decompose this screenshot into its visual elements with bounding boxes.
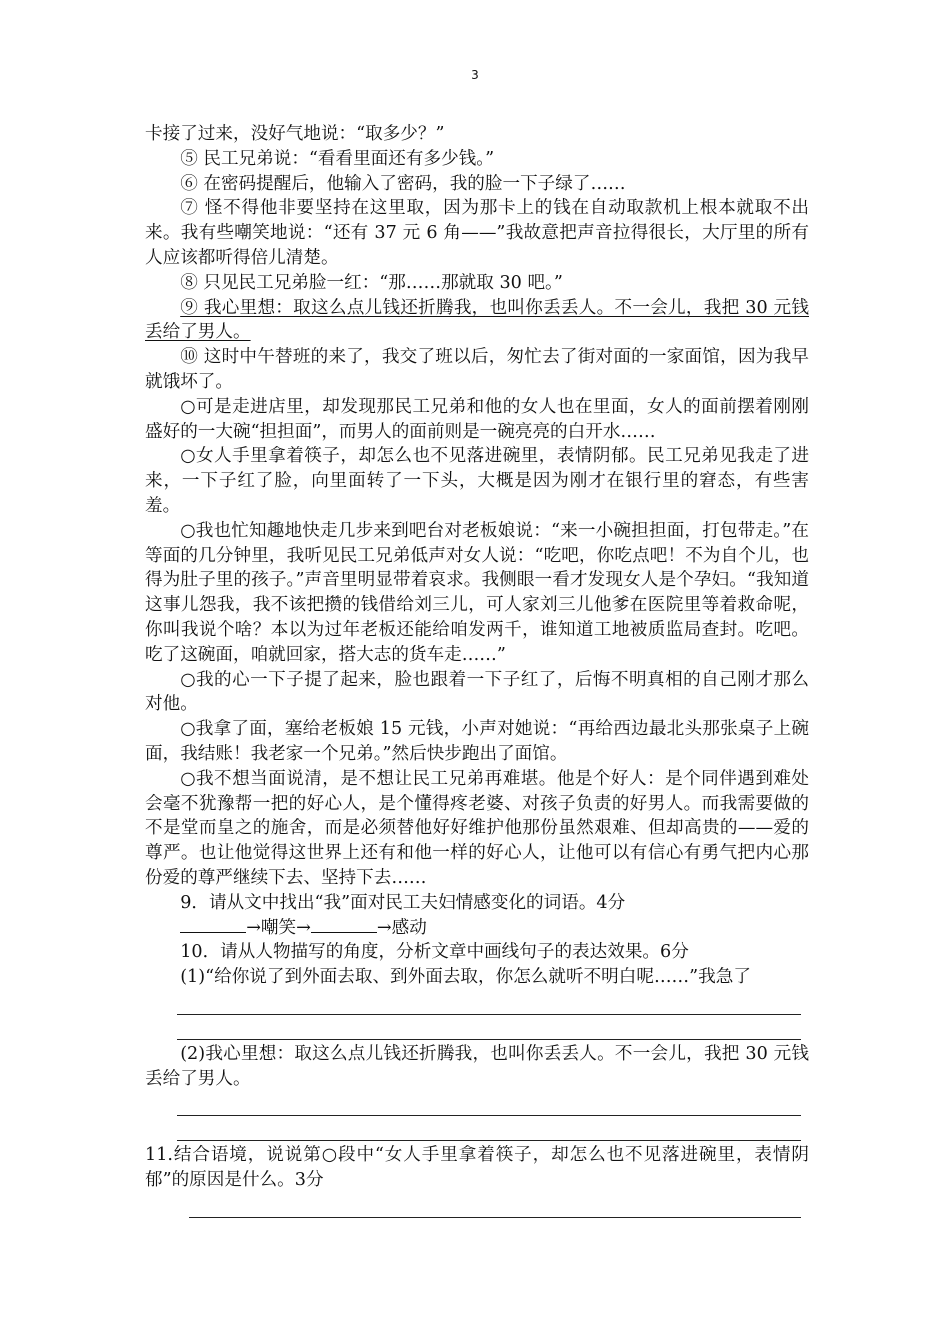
answer-line[interactable] — [177, 990, 801, 1015]
answer-blank-1[interactable] — [180, 918, 246, 933]
paragraph: 卡接了过来，没好气地说：“取多少？” — [145, 124, 445, 144]
paragraph: ⑦ 怪不得他非要坚持在这里取，因为那卡上的钱在自动取款机上根本就取不出来。我有些嘲笑地说：“还有 37 元 6 角——”我故意把声音拉得很长，大厅里的所有人应该都听得倍儿清楚。 — [145, 198, 809, 268]
arrow-text-1: →嘲笑→ — [246, 917, 311, 938]
paragraph: ⑧ 只见民工兄弟脸一红：“那……那就取 30 吧。” — [180, 272, 563, 293]
paragraph: ⑩ 这时中午替班的来了，我交了班以后，匆忙去了街对面的一家面馆，因为我早就饿坏了。 — [145, 347, 809, 392]
question-10-sub-2: (2)我心里想：取这么点儿钱还折腾我，也叫你丢丢人。不一会儿，我把 30 元钱丢给了男人。 — [145, 1043, 809, 1089]
question-10-prompt: 10．请从人物描写的角度，分析文章中画线句子的表达效果。6分 — [180, 942, 689, 963]
paragraph: ⑥ 在密码提醒后，他输入了密码，我的脸一下子绿了…… — [180, 173, 626, 194]
paragraph: ○我也忙知趣地快走几步来到吧台对老板娘说：“来一小碗担担面，打包带走。”在等面的几分钟里，我听见民工兄弟低声对女人说：“吃吧，你吃点吧！不为自个儿，也得为肚子里的孩子。”声音里明显带着哀求。我侧眼一看才发现女人是个孕妇。“我知道这事儿怨我，我不该把攒的钱借给刘三儿，可人家刘三儿他爹在医院里等着救命呢，你叫我说个啥？本以为过年老板还能给咱发两千，谁知道工地被质监局查封。吃吧。吃了这碗面，咱就回家，搭大志的货车走……” — [145, 520, 809, 665]
answer-blank-2[interactable] — [311, 918, 377, 933]
paragraph: ○我拿了面，塞给老板娘 15 元钱，小声对她说：“再给西边最北头那张桌子上碗面，我结账！我老家一个兄弟。”然后快步跑出了面馆。 — [145, 719, 809, 764]
paragraph: ○我不想当面说清，是不想让民工兄弟再难堪。他是个好人：是个同伴遇到难处会毫不犹豫帮一把的好心人，是个懂得疼老婆、对孩子负责的好男人。而我需要做的不是堂而皇之的施舍，而是必须替他好好维护他那份虽然艰难、但却高贵的——爱的尊严。也让他觉得这世界上还有和他一样的好心人，让他可以有信心有勇气把内心那份爱的尊严继续下去、坚持下去…… — [145, 768, 809, 888]
document-body — [145, 122, 809, 1218]
answer-line[interactable] — [177, 1116, 801, 1141]
paragraph: ○女人手里拿着筷子，却怎么也不见落进碗里，表情阴郁。民工兄弟见我走了进来，一下子红了脸，向里面转了一下头，大概是因为刚才在银行里的窘态，有些害羞。 — [145, 446, 809, 516]
question-11-prompt: 11.结合语境，说说第○段中“女人手里拿着筷子，却怎么也不见落进碗里，表情阴郁”的原因是什么。3分 — [145, 1145, 809, 1191]
underlined-paragraph: ⑨ 我心里想：取这么点儿钱还折腾我，也叫你丢丢人。不一会儿，我把 30 元钱丢给了男人。 — [145, 297, 809, 343]
question-9-prompt: 9．请从文中找出“我”面对民工夫妇情感变化的词语。4分 — [180, 892, 626, 913]
question-10-sub-1: (1)“给你说了到外面去取、到外面去取，你怎么就听不明白呢……”我急了 — [180, 967, 751, 988]
paragraph: ⑤ 民工兄弟说：“看看里面还有多少钱。” — [180, 148, 495, 169]
arrow-text-2: →感动 — [376, 917, 427, 938]
answer-line[interactable] — [189, 1193, 801, 1218]
paragraph: ○可是走进店里，却发现那民工兄弟和他的女人也在里面，女人的面前摆着刚刚盛好的一大碗“担担面”，而男人的面前则是一碗亮亮的白开水…… — [145, 396, 809, 442]
paragraph: ○我的心一下子提了起来，脸也跟着一下子红了，后悔不明真相的自己刚才那么对他。 — [145, 669, 809, 715]
answer-line[interactable] — [177, 1015, 801, 1040]
answer-line[interactable] — [177, 1091, 801, 1116]
question-9-answer-row — [145, 916, 809, 941]
page-number: 3 — [471, 68, 479, 82]
